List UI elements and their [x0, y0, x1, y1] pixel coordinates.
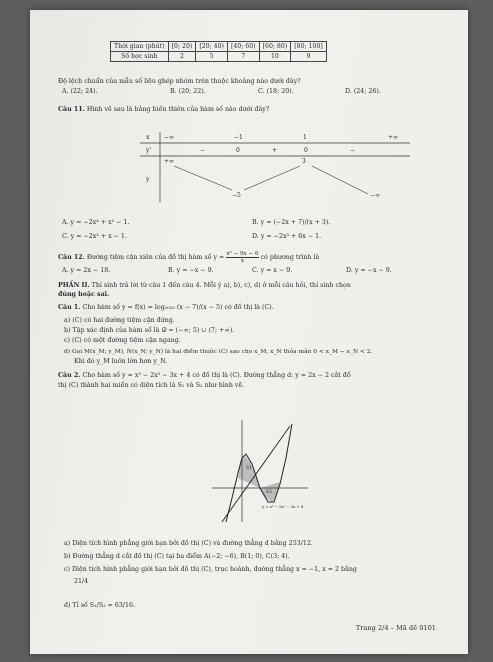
c2-item-d: d) Tỉ số S₁/S₂ = 63/16. — [64, 602, 136, 609]
q12-option-a: A. y = 2x − 18. — [62, 267, 111, 274]
vt-y-value: −∞ — [370, 192, 381, 199]
vt-y-label: y — [146, 176, 150, 183]
vt-y-value: 3 — [302, 158, 306, 165]
table-cell: [0; 20) — [168, 42, 196, 52]
c2-item-c-value: 21/4 — [74, 578, 89, 585]
q12-option-b: B. y = −x − 9. — [168, 267, 214, 274]
part2-title: PHẦN II. — [58, 282, 90, 289]
table-cell: 2 — [168, 52, 196, 62]
q10-option-d: D. (24; 26). — [345, 88, 381, 95]
frequency-table — [110, 41, 327, 62]
table-row — [111, 52, 327, 62]
c1-text: Cho hàm số y = f(x) = log₂₀₂₅ (x − 7)/(x − 5) có đồ thị là (C). — [82, 304, 274, 311]
vt-x-value: 1 — [303, 134, 307, 141]
table-cell: [80; 100] — [291, 42, 327, 52]
q12-fraction — [226, 251, 258, 264]
q12-option-c: C. y = x − 9. — [252, 267, 293, 274]
q10-option-c: C. (18; 20). — [258, 88, 294, 95]
q12-text-end: có phương trình là — [260, 254, 320, 261]
vt-x-value: −1 — [234, 134, 243, 141]
table-cell: [60; 80) — [259, 42, 291, 52]
vt-y-value: −5 — [232, 192, 241, 199]
table-cell: 10 — [259, 52, 291, 62]
curve-equation-label: y = x³ − 2x² − 3x + 4 — [262, 504, 304, 509]
vt-x-value: −∞ — [164, 134, 175, 141]
c1-item-d: d) Gọi M(x_M; y_M), N(x_N; y_N) là hai điểm thuộc (C) sao cho x_M, x_N thỏa mãn 0 < x_M − x_N < 2. — [64, 349, 373, 355]
c2-label: Câu 2. — [58, 372, 81, 379]
table-cell: 5 — [196, 52, 228, 62]
vt-sign: − — [200, 147, 206, 154]
q10-text: Độ lệch chuẩn của mẫu số liệu ghép nhóm trên thuộc khoảng nào dưới đây? — [58, 78, 301, 85]
part2-text: Thí sinh trả lời từ câu 1 đến câu 4. Mỗi ý a), b), c), d) ở mỗi câu hỏi, thí sinh chọn — [91, 282, 351, 289]
vt-x-label: x — [146, 134, 150, 141]
table-row — [111, 42, 327, 52]
q10-option-b: B. (20; 22). — [170, 88, 206, 95]
q12-option-d: D. y = −x − 9. — [346, 267, 392, 274]
part2-text-line2: đúng hoặc sai. — [58, 291, 110, 298]
q11-question — [58, 106, 269, 114]
vt-yprime-label: y' — [146, 147, 152, 154]
cubic-graph — [208, 418, 312, 524]
c2-item-b: b) Đường thẳng d cắt đồ thị (C) tại ba điểm A(−2; −6), B(1; 0), C(3; 4). — [64, 553, 290, 560]
q12-label: Câu 12. — [58, 254, 85, 261]
vt-y-value: +∞ — [164, 158, 175, 165]
c1-item-a: a) (C) có hai đường tiệm cận đứng. — [64, 317, 175, 324]
q12-text: Đường tiệm cận xiên của đồ thị hàm số y = — [86, 254, 225, 261]
fraction-denominator: x — [240, 258, 244, 264]
q11-label: Câu 11. — [58, 106, 85, 113]
vt-sign: − — [350, 147, 356, 154]
c1-label: Câu 1. — [58, 304, 81, 311]
table-cell: 9 — [291, 52, 327, 62]
table-cell: [40; 60) — [227, 42, 259, 52]
c1-question — [58, 304, 274, 312]
vt-sign: + — [272, 147, 278, 154]
table-header-cell: Thời gian (phút) — [111, 42, 169, 52]
vt-sign: 0 — [236, 147, 240, 154]
c1-item-d-line2: Khi đó y_M luôn lớn hơn y_N. — [74, 358, 168, 365]
q11-option-a: A. y = −2x⁴ + x² − 1. — [62, 219, 130, 226]
part2-heading — [58, 282, 351, 290]
page-footer: Trang 2/4 – Mã đề 0101 — [355, 624, 436, 632]
fraction-numerator: x² − 9x − 6 — [226, 251, 259, 257]
s1-label: S1 — [246, 466, 252, 471]
q11-option-d: D. y = −2x³ + 6x − 1. — [252, 233, 322, 240]
c2-question — [58, 372, 351, 380]
exam-page — [30, 10, 468, 654]
q10-option-a: A. (22; 24). — [62, 88, 98, 95]
c2-text-line2: thị (C) thành hai miền có diện tích là S₁ và S₂ như hình vẽ. — [58, 382, 245, 389]
c2-text: Cho hàm số y = x³ − 2x² − 3x + 4 có đồ thị là (C). Đường thẳng d: y = 2x − 2 cắt đồ — [82, 372, 351, 379]
table-cell: 7 — [227, 52, 259, 62]
variation-table — [140, 132, 410, 202]
q11-option-b: B. y = (−2x + 7)/(x + 3). — [252, 219, 331, 226]
s2-label: S2 — [266, 490, 272, 495]
c2-item-a: a) Diện tích hình phẳng giới hạn bởi đồ thị (C) và đường thẳng d bằng 253/12. — [64, 540, 313, 547]
table-cell: [20; 40) — [196, 42, 228, 52]
c1-item-b: b) Tập xác định của hàm số là 𝒟 = (−∞; 5) ∪ (7; +∞). — [64, 327, 235, 334]
q12-question — [58, 251, 319, 264]
vt-sign: 0 — [304, 147, 308, 154]
vt-x-value: +∞ — [388, 134, 399, 141]
c2-item-c: c) Diện tích hình phẳng giới hạn bởi đồ thị (C), trục hoành, đường thẳng x = −1, x = 2 bằng — [64, 566, 357, 573]
table-header-cell: Số học sinh — [111, 52, 169, 62]
q11-text: Hình vẽ sau là bảng biến thiên của hàm số nào dưới đây? — [86, 106, 270, 113]
c1-item-c: c) (C) có một đường tiệm cận ngang. — [64, 337, 181, 344]
q11-option-c: C. y = −2x³ + x − 1. — [62, 233, 127, 240]
